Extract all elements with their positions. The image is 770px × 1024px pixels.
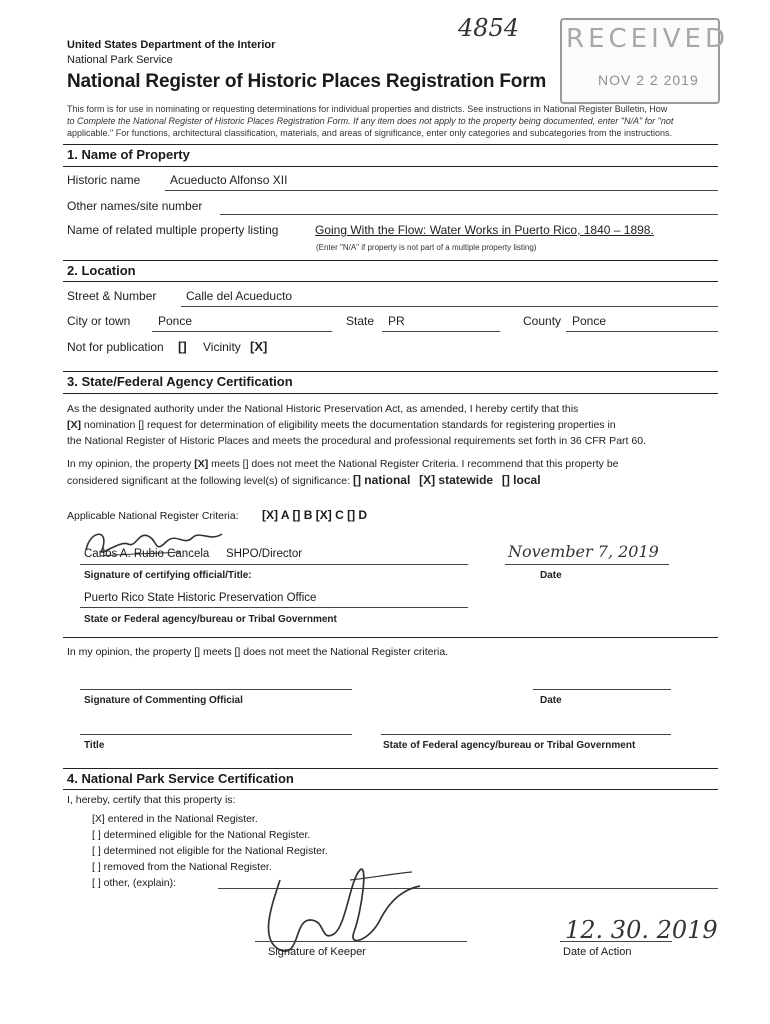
section-divider <box>63 393 718 394</box>
state-underline <box>382 331 500 332</box>
signer-date-underline <box>505 564 669 565</box>
opinion-line-2 <box>67 472 717 489</box>
instructions-line-2: to Complete the National Register of Historic Places Registration Form. If any item does not apply to the property being documented, enter "N/A" for "not <box>67 116 674 126</box>
nps-cert-intro: I, hereby, certify that this property is: <box>67 794 236 806</box>
criteria-checkboxes[interactable]: [X] A [] B [X] C [] D <box>262 508 368 522</box>
county-value[interactable]: Ponce <box>572 314 607 328</box>
handwritten-reference-number: 4854 <box>458 14 520 42</box>
vicinity-checkbox[interactable]: [X] <box>250 339 268 354</box>
certification-line-1: As the designated authority under the National Historic Preservation Act, as amended, I hereby certify that this <box>67 403 579 415</box>
level-local-checkbox[interactable]: [] local <box>501 473 541 487</box>
street-label: Street & Number <box>67 289 157 303</box>
street-underline <box>181 306 718 307</box>
agency-underline <box>381 734 671 735</box>
street-value[interactable]: Calle del Acueducto <box>186 289 293 303</box>
section-divider <box>63 166 718 167</box>
option-removed[interactable]: [ ] removed from the National Register. <box>92 861 272 873</box>
certification-line-2-text: nomination [] request for determination of eligibility meets the documentation standards for registering properties in <box>81 419 616 431</box>
received-stamp-text: RECEIVED <box>566 24 729 54</box>
received-stamp-date: NOV 2 2 2019 <box>598 72 699 88</box>
certification-paragraph <box>67 401 717 449</box>
certification-line-2 <box>67 417 717 433</box>
criteria-label: Applicable National Register Criteria: <box>67 510 239 522</box>
signature-title-label: Signature of certifying official/Title: <box>84 570 252 581</box>
commenting-official-label: Signature of Commenting Official <box>84 695 243 706</box>
keeper-signature-label: Signature of Keeper <box>268 946 366 958</box>
section-divider <box>63 768 718 769</box>
agency-label: State of Federal agency/bureau or Tribal Government <box>383 740 636 751</box>
county-underline <box>566 331 718 332</box>
date-of-action-label: Date of Action <box>563 946 632 958</box>
section-1-heading: 1. Name of Property <box>67 147 190 162</box>
office-label: State or Federal agency/bureau or Tribal Government <box>84 614 337 625</box>
related-listing-label: Name of related multiple property listing <box>67 223 279 237</box>
service-name: National Park Service <box>67 54 173 66</box>
section-3-heading: 3. State/Federal Agency Certification <box>67 374 293 389</box>
nomination-checkbox[interactable]: [X] <box>67 419 81 431</box>
meets-checkbox[interactable]: [X] <box>194 458 209 470</box>
other-names-label: Other names/site number <box>67 199 203 213</box>
related-listing-value[interactable]: Going With the Flow: Water Works in Puerto Rico, 1840 – 1898. <box>315 223 654 237</box>
date-of-action-underline <box>560 941 672 942</box>
instructions-line-3: applicable." For functions, architectural classification, materials, and areas of significance, enter only categories and subcategories from the instructions. <box>67 128 672 138</box>
not-for-publication-label: Not for publication <box>67 340 164 354</box>
office-underline <box>80 607 468 608</box>
section-divider <box>63 281 718 282</box>
commenting-date-underline <box>533 689 671 690</box>
form-instructions <box>67 103 717 139</box>
opinion-line-1-rest: meets [] does not meet the National Register Criteria. I recommend that this property be <box>208 458 619 470</box>
vicinity-label: Vicinity <box>203 340 241 354</box>
signer-name: Carlos A. Rubio Cancela <box>84 548 210 560</box>
significance-level-text: considered significant at the following level(s) of significance: <box>67 475 353 487</box>
section-divider <box>63 637 718 638</box>
option-entered[interactable]: [X] entered in the National Register. <box>92 813 258 825</box>
signature-underline <box>80 564 468 565</box>
state-label: State <box>346 314 375 328</box>
signer-title: SHPO/Director <box>226 548 303 560</box>
historic-name-underline <box>165 190 718 191</box>
historic-name-label: Historic name <box>67 173 141 187</box>
other-names-underline <box>220 214 718 215</box>
commenting-signature-underline <box>80 689 352 690</box>
level-national-checkbox[interactable]: [] national <box>352 473 411 487</box>
opinion-line-1-text: In my opinion, the property <box>67 458 195 470</box>
option-other[interactable]: [ ] other, (explain): <box>92 877 177 889</box>
option-determined-eligible[interactable]: [ ] determined eligible for the National Register. <box>92 829 311 841</box>
historic-name-value[interactable]: Acueducto Alfonso XII <box>170 173 288 187</box>
option-determined-not-eligible[interactable]: [ ] determined not eligible for the National Register. <box>92 845 328 857</box>
date-of-action-value[interactable]: 12. 30. 2019 <box>565 916 718 944</box>
section-divider <box>63 144 718 145</box>
certification-line-3: the National Register of Historic Places and meets the procedural and professional requirements set forth in 36 CFR Part 60. <box>67 435 646 447</box>
county-label: County <box>523 314 562 328</box>
title-underline <box>80 734 352 735</box>
received-stamp <box>560 18 729 104</box>
office-value[interactable]: Puerto Rico State Historic Preservation Office <box>84 592 317 604</box>
city-value[interactable]: Ponce <box>158 314 193 328</box>
section-divider <box>63 371 718 372</box>
keeper-signature-underline <box>255 941 467 942</box>
related-listing-note: (Enter "N/A" if property is not part of a multiple property listing) <box>316 243 537 252</box>
city-underline <box>152 331 332 332</box>
signer-date[interactable]: November 7, 2019 <box>508 542 659 561</box>
state-value[interactable]: PR <box>388 314 405 328</box>
commenting-opinion: In my opinion, the property [] meets [] does not meet the National Register criteria. <box>67 646 449 658</box>
section-4-heading: 4. National Park Service Certification <box>67 771 294 786</box>
opinion-line-1 <box>67 456 717 472</box>
section-2-heading: 2. Location <box>67 263 136 278</box>
section-divider <box>63 789 718 790</box>
opinion-paragraph <box>67 456 717 489</box>
date-label: Date <box>540 570 562 581</box>
title-label: Title <box>84 740 105 751</box>
department-name: United States Department of the Interior <box>67 39 276 51</box>
instructions-line-1: This form is for use in nominating or requesting determinations for individual properties and districts. See instructions in National Register Bulletin, How <box>67 104 668 114</box>
section-divider <box>63 260 718 261</box>
form-title: National Register of Historic Places Registration Form <box>67 71 547 92</box>
not-for-publication-checkbox[interactable]: [] <box>178 339 187 354</box>
level-statewide-checkbox[interactable]: [X] statewide <box>419 473 494 487</box>
city-label: City or town <box>67 314 131 328</box>
commenting-date-label: Date <box>540 695 562 706</box>
